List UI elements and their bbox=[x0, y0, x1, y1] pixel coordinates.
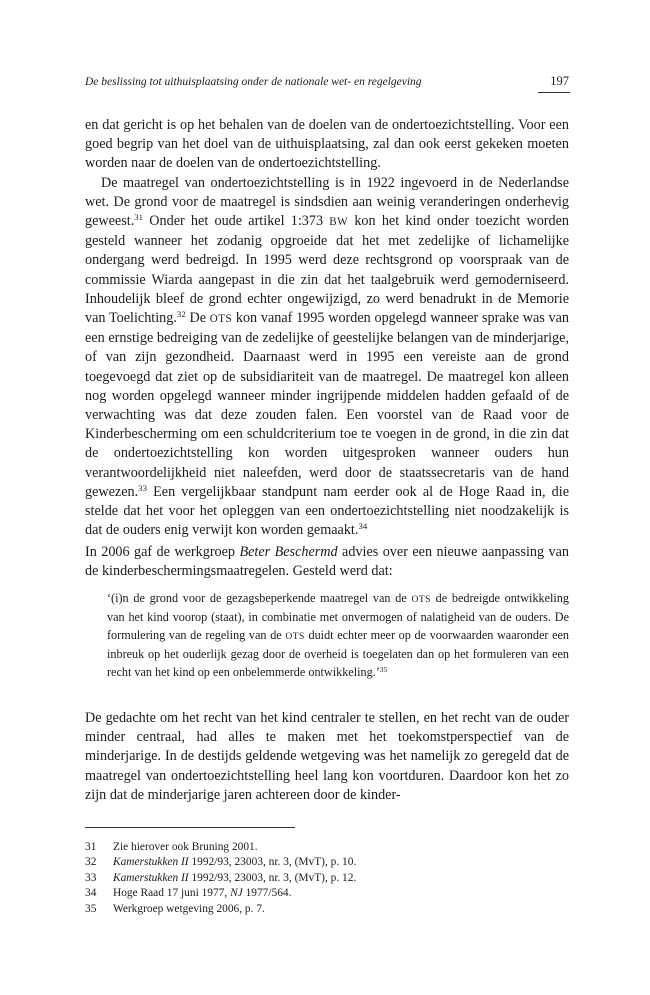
paragraph-ots-history bbox=[85, 174, 569, 541]
footnote-ref-33: 33 bbox=[138, 483, 147, 494]
running-header bbox=[85, 74, 569, 92]
footnote-ref-34: 34 bbox=[358, 521, 368, 532]
abbrev-bw: BW bbox=[329, 216, 349, 229]
footnote-item bbox=[85, 886, 569, 901]
footnote-item bbox=[85, 902, 569, 917]
footnote-number: 31 bbox=[85, 841, 97, 853]
text-run: advies over een nieuwe aanpassing van de kinderbeschermingsmaatregelen. Gesteld werd dat: bbox=[85, 544, 569, 580]
paragraph-toekomstperspectief bbox=[85, 709, 569, 805]
footnote-ref-35: 35 bbox=[379, 664, 388, 674]
footnote-item bbox=[85, 840, 569, 855]
text-run: De bbox=[185, 310, 210, 327]
paragraph-beter-beschermd bbox=[85, 543, 569, 581]
running-header-title: De beslissing tot uithuisplaatsing onder de nationale wet- en regelgeving bbox=[85, 76, 422, 88]
text-run: De maatregel van ondertoezichtstelling is in 1922 ingevoerd in de Nederlandse wet. De grond voor de maatregel is sindsdien aan weinig veranderingen onderhevig geweest. bbox=[85, 174, 569, 230]
footnote-text: Kamerstukken II 1992/93, 23003, nr. 3, (MvT), p. 10. bbox=[113, 856, 357, 869]
quote-run: duidt echter meer op de voorwaarden waaronder een inbreuk op het ouderlijk gezag door de overheid is toegelaten dan op het formuleren van een recht van het kind op een onbelemmerde ontwikkeling.’ bbox=[107, 627, 570, 679]
abbrev-ots: OTS bbox=[411, 595, 431, 605]
block-quote bbox=[107, 590, 569, 681]
footnote-number: 33 bbox=[85, 871, 97, 884]
footnote-text: Zie hierover ook Bruning 2001. bbox=[113, 841, 258, 853]
body-section-1 bbox=[85, 116, 569, 540]
footnote-separator bbox=[85, 827, 295, 828]
text-run: Een vergelijkbaar standpunt nam eerder ook al de Hoge Raad in, die stelde dat het voor het opleggen van een ondertoezichtstelling niet noodzakelijk is dat de ouders enig verwijt kon worden gemaakt. bbox=[85, 483, 569, 539]
text-run: In 2006 gaf de werkgroep bbox=[85, 544, 240, 560]
footnote-item bbox=[85, 855, 569, 870]
page-number-rule bbox=[538, 92, 570, 93]
page-number: 197 bbox=[550, 74, 569, 88]
abbrev-ots: OTS bbox=[285, 631, 305, 642]
abbrev-ots: OTS bbox=[209, 313, 233, 326]
footnote-text: Hoge Raad 17 juni 1977, NJ 1977/564. bbox=[113, 887, 292, 900]
emphasis-beter-beschermd: Beter Beschermd bbox=[239, 544, 338, 560]
footnote-number: 32 bbox=[85, 856, 97, 869]
footnotes bbox=[85, 840, 569, 917]
footnote-ref-32: 32 bbox=[176, 309, 186, 320]
footnote-number: 34 bbox=[85, 887, 97, 900]
paragraph-text: De gedachte om het recht van het kind centraler te stellen, en het recht van de ouder minder centraal, had alles te maken met het toekomstperspectief van de minderjarige. In de destijds geldende wetgeving was het namelijk zo geregeld dat de maatregel van ondertoezichtstelling heel lang kon voortduren. Daardoor kon het zo zijn dat de minderjarige jaren achtereen door de kinder- bbox=[85, 710, 569, 803]
footnote-text: Werkgroep wetgeving 2006, p. 7. bbox=[113, 902, 265, 915]
text-run: kon vanaf 1995 worden opgelegd wanneer sprake was van een ernstige bedreiging van de zedelijke of geestelijke belangen van de minderjarige, of van zijn gezondheid. Daarnaast werd in 1995 een vereiste aan de grond toegevoegd dat ziet op de subsidiariteit van de maatregel. De maatregel kon alleen nog worden opgelegd wanneer minder ingrijpende middelen hadden gefaald of de verwachting was dat deze zouden falen. Een voorstel van de Raad voor de Kinderbescherming om een schuldcriterium toe te voegen in de grond, in die zin dat de ondertoezichtstelling kon worden uitgesproken wanneer ouders hun verantwoordelijkheid niet naleefden, werd door de staatssecretaris van de hand gewezen. bbox=[85, 310, 570, 500]
footnote-item bbox=[85, 871, 569, 886]
footnote-number: 35 bbox=[85, 902, 97, 915]
paragraph-continuation: en dat gericht is op het behalen van de doelen van de ondertoezichtstelling. Voor een goed begrip van het doel van de uithuisplaatsing, zal dan ook eerst gekeken moeten worden naar de doelen van de ondertoezichtstelling. bbox=[85, 117, 569, 172]
footnote-ref-31: 31 bbox=[134, 212, 144, 223]
quote-run: ‘(i)n de grond voor de gezagsbeperkende maatregel van de bbox=[107, 591, 412, 605]
quote-run: de bedreigde ontwikkeling van het kind voorop (staat), in combinatie met onvermogen of nalatigheid van de ouders. De formulering van de regeling van de bbox=[107, 591, 569, 642]
text-run: Onder het oude artikel 1:373 bbox=[143, 213, 330, 230]
footnote-text: Kamerstukken II 1992/93, 23003, nr. 3, (MvT), p. 12. bbox=[113, 871, 357, 884]
text-run: kon het kind onder toezicht worden gesteld wanneer het zodanig opgroeide dat het met zedelijke of lichamelijke ondergang werd bedreigd. In 1995 werd deze rechtsgrond op voorspraak van de commissie Wiarda aangepast in die zin dat het taalgebruik werd gemoderniseerd. Inhoudelijk bleef de grond echter ongewijzigd, zo werd benadrukt in de Memorie van Toelichting. bbox=[85, 213, 570, 327]
